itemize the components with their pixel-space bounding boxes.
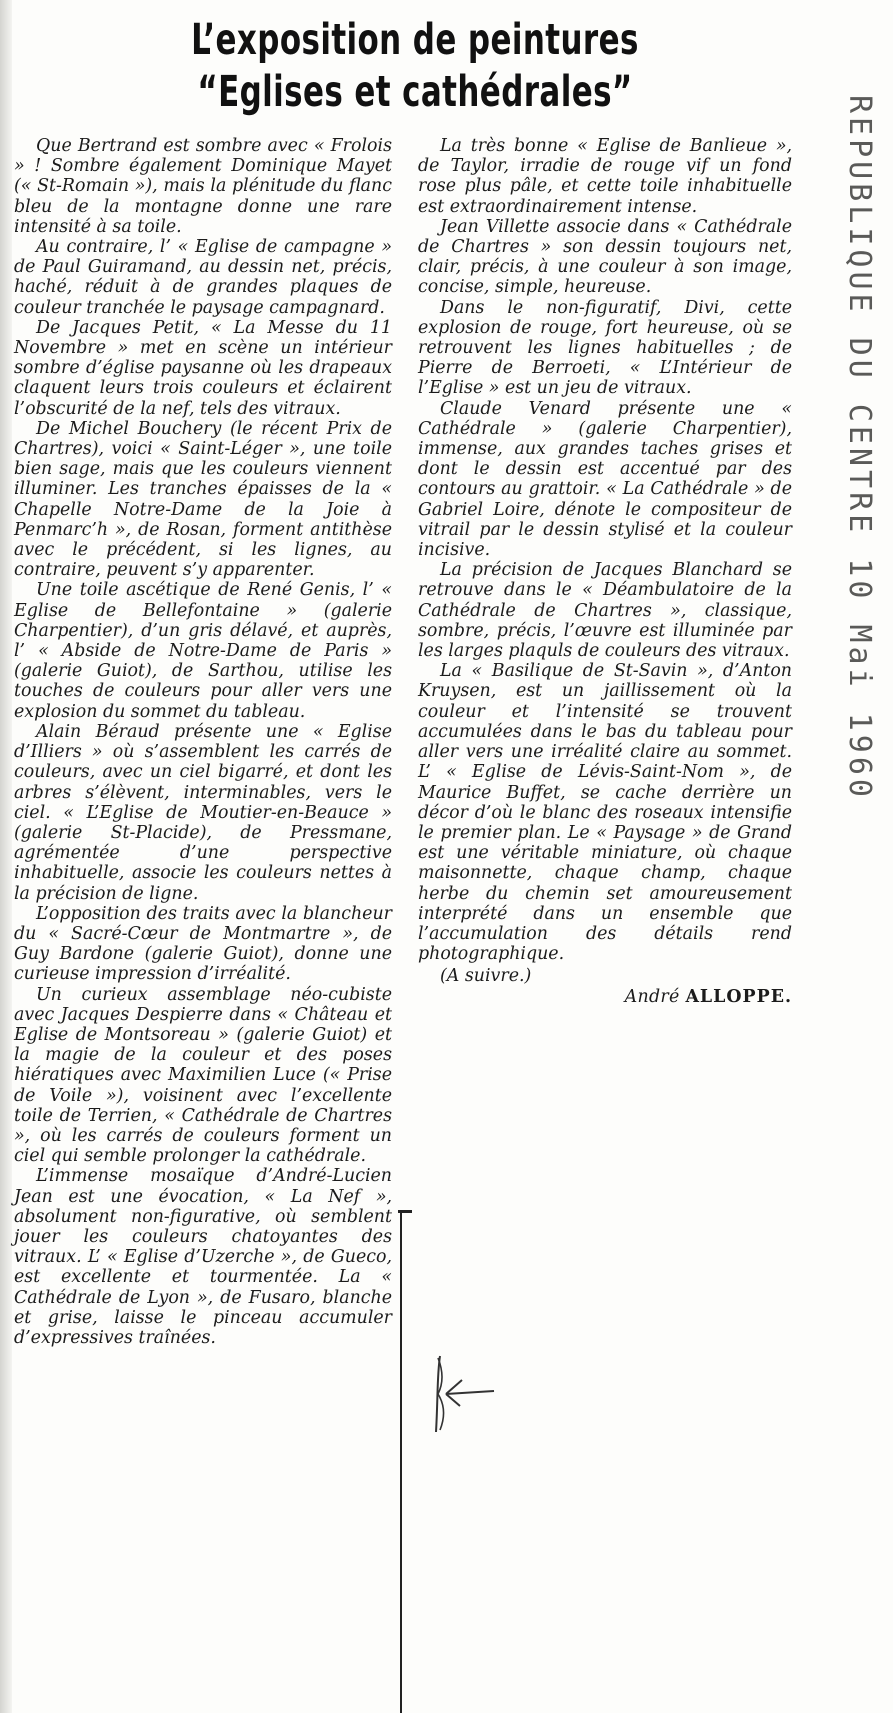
headline-line-2: “Eglises et cathédrales”	[197, 67, 633, 117]
paragraph: Claude Venard présente une « Cathédrale » (galerie Charpentier), immense, aux grandes taches grises et dont le dessin est accentué par des contours au grattoir. « La Cathédrale » de Gabriel Loire, dénote le compositeur de vitrail par le dessin stylisé et la couleur incisive.	[418, 398, 792, 561]
paragraph: Jean Villette associe dans « Cathédrale de Chartres » son dessin toujours net, clair, précis, à une couleur à son image, concise, simple, heureuse.	[418, 216, 792, 298]
author-signature	[418, 987, 792, 1007]
headline-line-1: L’exposition de peintures	[191, 15, 639, 65]
author-first-name: André	[624, 986, 680, 1007]
paragraph: Que Bertrand est sombre avec « Frolois » ! Sombre également Dominique Mayet (« St-Romain »), mais la plénitude du flanc bleu de la montagne donne une rare intensité à sa toile.	[14, 136, 392, 237]
paragraph: L’opposition des traits avec la blancheur du « Sacré-Cœur de Montmartre », de Guy Bardone (galerie Guiot), donne une curieuse impression d’irréalité.	[14, 903, 392, 985]
paragraph: Au contraire, l’ « Eglise de campagne » de Paul Guiramand, au dessin net, précis, haché, réduit à de grandes plaques de couleur tranchée le paysage campagnard.	[14, 237, 392, 318]
paragraph: L’immense mosaïque d’André-Lucien Jean est une évocation, « La Nef », absolument non-figurative, où semblent jouer les couleurs chatoyantes des vitraux. L’ « Eglise d’Uzerche », de Gueco, est excellente et tourmentée. La « Cathédrale de Lyon », de Fusaro, blanche et grise, laisse le pinceau accumuler d’expressives traînées.	[14, 1166, 392, 1348]
paragraph: Dans le non-figuratif, Divi, cette explosion de rouge, fort heureuse, où se retrouvent les lignes habituelles ; de Pierre de Berroeti, « L’Intérieur de l’Eglise » est un jeu de vitraux.	[418, 297, 792, 399]
paragraph: La précision de Jacques Blanchard se retrouve dans le « Déambulatoire de la Cathédrale de Chartres », classique, sombre, précis, l’œuvre est illuminée par les larges plaquls de couleurs des vitraux.	[418, 560, 792, 662]
paragraph: La très bonne « Eglise de Banlieue », de Taylor, irradie de rouge vif un fond rose plus pâle, et cette toile inhabituelle est extraordinairement intense.	[418, 136, 792, 217]
handwritten-arrow-icon	[428, 1350, 498, 1440]
paragraph: De Jacques Petit, « La Messe du 11 Novembre » met en scène un intérieur sombre d’église paysanne où les drapeaux claquent leurs trois couleurs et éclairent l’obscurité de la nef, tels des vitraux.	[14, 317, 392, 419]
newspaper-date-stamp: REPUBLIQUE DU CENTRE 10 Mai 1960	[842, 95, 877, 801]
author-last-name: ALLOPPE.	[685, 986, 792, 1007]
paragraph: La « Basilique de St-Savin », d’Anton Kruysen, est un jaillissement où la couleur et l’intensité se trouvent accumulées dans le bas du tableau pour aller vers une irréalité claire au sommet. L’ « Eglise de Lévis-Saint-Nom », de Maurice Buffet, se cache derrière un décor d’où le blanc des roseaux intensifie le premier plan. Le « Paysage » de Grand est une véritable miniature, où chaque maisonnette, chaque champ, chaque herbe du chemin set amoureusement interprété dans un ensemble que l’accumulation des détails rend photographique.	[418, 661, 792, 965]
paragraph: Une toile ascétique de René Genis, l’ « Eglise de Bellefontaine » (galerie Charpentier), d’un gris délavé, et auprès, l’ « Abside de Notre-Dame de Paris » (galerie Guiot), de Sarthou, utilise les touches de couleurs pour aller vers une explosion du sommet du tableau.	[14, 580, 392, 722]
paper-edge	[0, 0, 12, 1713]
column-divider-tick	[398, 1210, 412, 1213]
headline	[107, 14, 723, 118]
paragraph: Alain Béraud présente une « Eglise d’Illiers » où s’assemblent les carrés de couleurs, avec un ciel bigarré, et dont les arbres s’élèvent, interminables, vers le ciel. « L’Eglise de Moutier-en-Beauce » (galerie St-Placide), de Pressmane, agrémentée d’une perspective inhabituelle, associe les couleurs nettes à la précision de ligne.	[14, 721, 392, 904]
article-column-right	[418, 136, 792, 1007]
paragraph: Un curieux assemblage néo-cubiste avec Jacques Despierre dans « Château et Eglise de Montsoreau » (galerie Guiot) et la magie de la couleur et des poses hiératiques avec Maximilien Luce (« Prise de Voile »), voisinent avec l’excellente toile de Terrien, « Cathédrale de Chartres », où les carrés de couleurs forment un ciel qui semble prolonger la cathédrale.	[14, 984, 392, 1167]
paragraph: De Michel Bouchery (le récent Prix de Chartres), voici « Saint-Léger », une toile bien sage, mais que les couleurs viennent illuminer. Les tranches épaisses de la « Chapelle Notre-Dame de la Joie à Penmarc’h », de Rosan, forment antithèse avec le précédent, si les lignes, au contraire, peuvent s’y apparenter.	[14, 418, 392, 581]
to-be-continued-note: (A suivre.)	[440, 966, 532, 987]
column-divider-rule	[400, 1212, 402, 1713]
article-column-left	[14, 136, 392, 1348]
